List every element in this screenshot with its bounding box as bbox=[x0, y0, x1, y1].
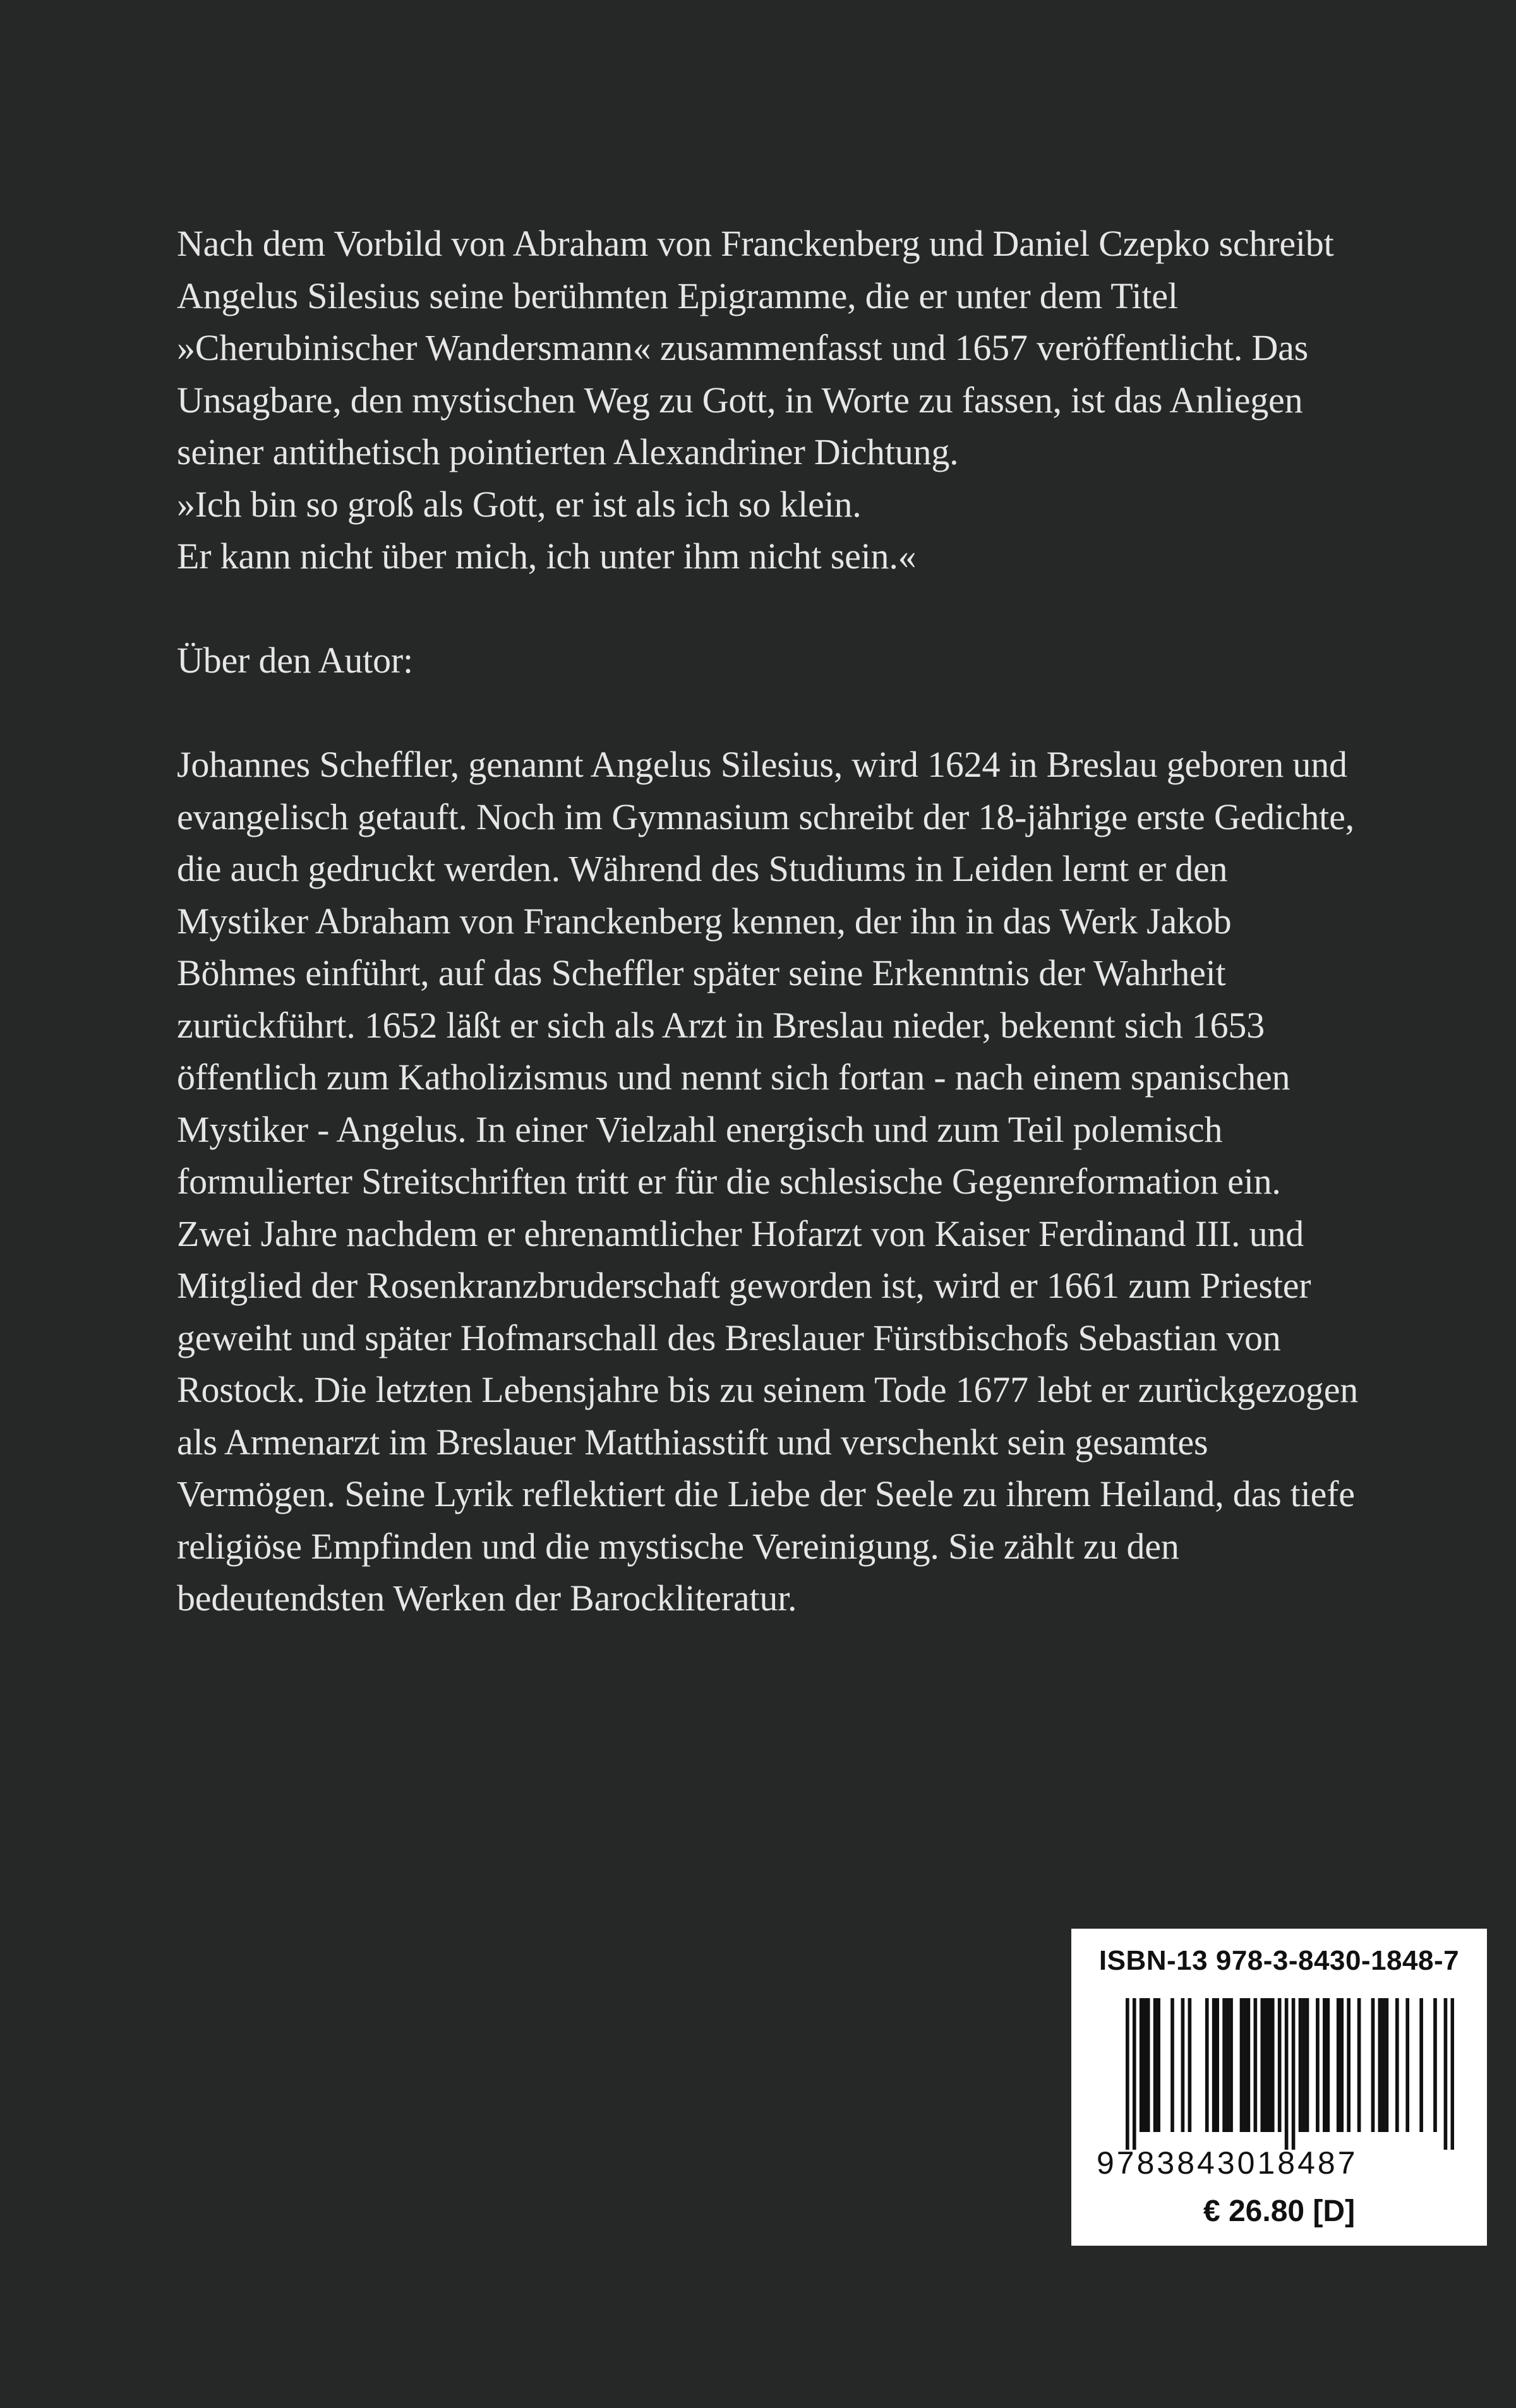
bio-line: Zwei Jahre nachdem er ehrenamtlicher Hofarzt von Kaiser Ferdinand III. und bbox=[177, 1213, 1304, 1254]
isbn-barcode-label bbox=[1071, 1929, 1487, 2246]
blurb-line: »Cherubinischer Wandersmann« zusammenfasst und 1657 veröffentlicht. Das bbox=[177, 327, 1309, 368]
barcode-bar bbox=[1340, 1998, 1344, 2132]
barcode-bar bbox=[1157, 1998, 1160, 2132]
blurb-line: seiner antithetisch pointierten Alexandriner Dichtung. bbox=[177, 431, 959, 472]
cover-text bbox=[177, 218, 1428, 1625]
bio-line: als Armenarzt im Breslauer Matthiasstift und verschenkt sein gesamtes bbox=[177, 1421, 1208, 1463]
barcode-bar bbox=[1170, 1998, 1174, 2132]
barcode-bar bbox=[1285, 1998, 1289, 2150]
bio-line: Mitglied der Rosenkranzbruderschaft geworden ist, wird er 1661 zum Priester bbox=[177, 1265, 1311, 1306]
bio-line: evangelisch getauft. Noch im Gymnasium schreibt der 18-jährige erste Gedichte, bbox=[177, 796, 1354, 837]
barcode-bar bbox=[1306, 1998, 1309, 2132]
barcode-bars bbox=[1126, 1998, 1454, 2150]
barcode-bar bbox=[1385, 1998, 1389, 2132]
bio-line: bedeutendsten Werken der Barockliteratur. bbox=[177, 1578, 797, 1619]
epigram-line: »Ich bin so groß als Gott, er ist als ich so klein. bbox=[177, 483, 862, 525]
barcode-bar bbox=[1433, 1998, 1437, 2132]
bio-line: Vermögen. Seine Lyrik reflektiert die Liebe der Seele zu ihrem Heiland, das tiefe bbox=[177, 1473, 1355, 1514]
barcode-bar bbox=[1444, 1998, 1448, 2150]
barcode-bar bbox=[1146, 1998, 1150, 2132]
bio-line: Mystiker Abraham von Franckenberg kennen, der ihn in das Werk Jakob bbox=[177, 900, 1232, 942]
barcode-bar bbox=[1357, 1998, 1361, 2132]
barcode-bar bbox=[1405, 1998, 1409, 2132]
barcode-bar bbox=[1126, 1998, 1129, 2150]
bio-line: die auch gedruckt werden. Während des Studiums in Leiden lernt er den bbox=[177, 848, 1228, 889]
barcode-bar bbox=[1381, 1998, 1385, 2132]
barcode-bar bbox=[1133, 1998, 1136, 2150]
bio-line: Böhmes einführt, auf das Scheffler später seine Erkenntnis der Wahrheit bbox=[177, 952, 1226, 993]
blurb bbox=[177, 218, 1428, 583]
bio-line: zurückführt. 1652 läßt er sich als Arzt in Breslau nieder, bekennt sich 1653 bbox=[177, 1004, 1265, 1046]
barcode-bar bbox=[1267, 1998, 1271, 2132]
barcode-bar bbox=[1243, 1998, 1247, 2132]
barcode-bar bbox=[1226, 1998, 1230, 2132]
barcode-bar bbox=[1240, 1998, 1244, 2132]
barcode-bar bbox=[1323, 1998, 1326, 2132]
barcode-bar bbox=[1140, 1998, 1143, 2132]
bio-line: Rostock. Die letzten Lebensjahre bis zu seinem Tode 1677 lebt er zurückgezogen bbox=[177, 1369, 1359, 1410]
barcode-bar bbox=[1264, 1998, 1268, 2132]
blurb-line: Angelus Silesius seine berühmten Epigramme, die er unter dem Titel bbox=[177, 275, 1178, 316]
bio-line: Johannes Scheffler, genannt Angelus Silesius, wird 1624 in Breslau geboren und bbox=[177, 744, 1347, 785]
barcode-bar bbox=[1326, 1998, 1330, 2132]
bio-line: Mystiker - Angelus. In einer Vielzahl energisch und zum Teil polemisch bbox=[177, 1108, 1223, 1150]
blurb-line: Unsagbare, den mystischen Weg zu Gott, in Worte zu fassen, ist das Anliegen bbox=[177, 379, 1303, 421]
barcode-bar bbox=[1254, 1998, 1258, 2132]
bio-line: öffentlich zum Katholizismus und nennt sich fortan - nach einem spanischen bbox=[177, 1057, 1290, 1098]
barcode-bar bbox=[1316, 1998, 1320, 2132]
barcode-bar bbox=[1271, 1998, 1275, 2132]
barcode-bar bbox=[1260, 1998, 1264, 2132]
barcode-bar bbox=[1337, 1998, 1340, 2132]
barcode-bar bbox=[1378, 1998, 1382, 2132]
barcode-bar bbox=[1153, 1998, 1157, 2132]
blurb-line: Nach dem Vorbild von Abraham von Franckenberg und Daniel Czepko schreibt bbox=[177, 223, 1334, 264]
isbn-number: ISBN-13 978-3-8430-1848-7 bbox=[1098, 1945, 1460, 1976]
author-bio bbox=[177, 739, 1428, 1625]
barcode-bar bbox=[1419, 1998, 1423, 2132]
epigram-line: Er kann nicht über mich, ich unter ihm nicht sein.« bbox=[177, 536, 917, 577]
barcode-bar bbox=[1371, 1998, 1375, 2132]
bio-line: formulierter Streitschriften tritt er für die schlesische Gegenreformation ein. bbox=[177, 1161, 1281, 1202]
bio-line: geweiht und später Hofmarschall des Breslauer Fürstbischofs Sebastian von bbox=[177, 1317, 1281, 1358]
barcode-bar bbox=[1188, 1998, 1192, 2132]
barcode-bar bbox=[1222, 1998, 1226, 2132]
barcode-bar bbox=[1347, 1998, 1351, 2132]
barcode-bar bbox=[1451, 1998, 1454, 2150]
barcode-bar bbox=[1302, 1998, 1306, 2132]
barcode-bar bbox=[1205, 1998, 1209, 2132]
barcode-bar bbox=[1215, 1998, 1219, 2132]
barcode-digits: 9783843018487 bbox=[1097, 2145, 1358, 2181]
barcode-bar bbox=[1299, 1998, 1302, 2132]
barcode-bar bbox=[1143, 1998, 1146, 2132]
barcode-bar bbox=[1292, 1998, 1296, 2150]
author-heading: Über den Autor: bbox=[177, 640, 413, 681]
price-label: € 26.80 [D] bbox=[1203, 2195, 1356, 2228]
barcode-bar bbox=[1278, 1998, 1282, 2132]
barcode-bar bbox=[1247, 1998, 1251, 2132]
barcode-bar bbox=[1181, 1998, 1185, 2132]
bio-line: religiöse Empfinden und die mystische Vereinigung. Sie zählt zu den bbox=[177, 1525, 1179, 1567]
barcode-bar bbox=[1229, 1998, 1233, 2132]
barcode-bar bbox=[1395, 1998, 1399, 2132]
barcode-bar bbox=[1212, 1998, 1216, 2132]
